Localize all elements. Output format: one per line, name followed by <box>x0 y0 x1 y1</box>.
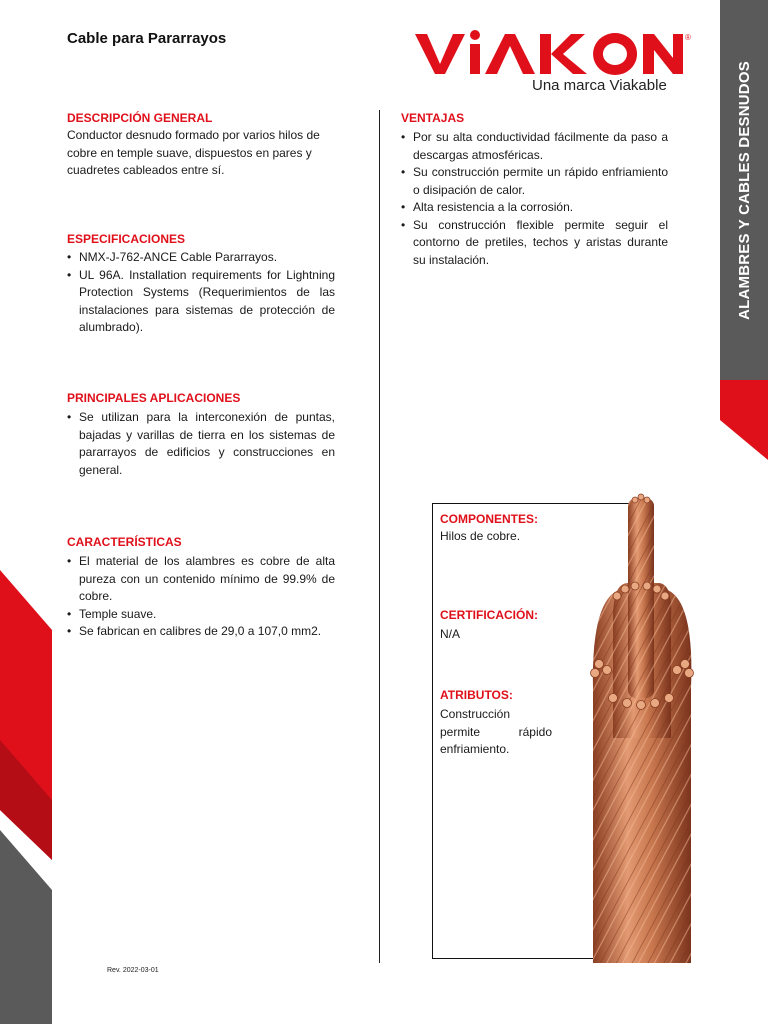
atributos-title: ATRIBUTOS: <box>440 688 513 702</box>
descripcion-text <box>67 127 335 180</box>
caracteristicas-list <box>67 553 335 641</box>
list-item: • Se fabrican en calibres de 29,0 a 107,0 mm2. <box>67 623 335 641</box>
certificacion-title: CERTIFICACIÓN: <box>440 608 538 622</box>
left-corner-decoration <box>0 560 52 1024</box>
certificacion-text: N/A <box>440 627 461 641</box>
atributos-text <box>440 706 552 759</box>
section-title-ventajas: VENTAJAS <box>401 111 465 125</box>
registered-mark: ® <box>685 33 691 42</box>
column-divider <box>379 110 380 963</box>
atributos-word: permite <box>440 724 481 739</box>
atributos-word: rápido <box>518 724 552 739</box>
descripcion-line: cuadretes cableados entre sí. <box>67 163 225 177</box>
list-item: • UL 96A. Installation requirements for Lightning Protection Systems (Requerimientos de las instalaciones para sistemas de protección de alumbrado). <box>67 267 335 337</box>
list-item: • Su construcción flexible permite seguir el contorno de pretiles, techos y aristas durante su instalación. <box>401 217 668 270</box>
page-title: Cable para Pararrayos <box>67 30 227 47</box>
list-item: • Por su alta conductividad fácilmente da paso a descargas atmosféricas. <box>401 129 668 164</box>
atributos-line <box>440 724 552 742</box>
revision-date: Rev. 2022-03-01 <box>107 967 159 974</box>
list-item: • Su construcción permite un rápido enfriamiento o disipación de calor. <box>401 164 668 199</box>
section-title-descripcion: DESCRIPCIÓN GENERAL <box>67 111 213 125</box>
list-item: • Alta resistencia a la corrosión. <box>401 199 668 217</box>
section-title-aplicaciones: PRINCIPALES APLICACIONES <box>67 391 241 405</box>
especificaciones-list <box>67 249 335 337</box>
section-title-especificaciones: ESPECIFICACIONES <box>67 232 186 246</box>
descripcion-line: Conductor desnudo formado por varios hilos de <box>67 128 320 142</box>
componentes-text: Hilos de cobre. <box>440 529 521 543</box>
componentes-title: COMPONENTES: <box>440 512 539 526</box>
atributos-line: Construcción <box>440 707 511 721</box>
list-item: • El material de los alambres es cobre de alta pureza con un contenido mínimo de 99.9% de cobre. <box>67 553 335 606</box>
ventajas-list <box>401 129 668 269</box>
list-item: • NMX-J-762-ANCE Cable Pararrayos. <box>67 249 335 267</box>
brand-tagline: Una marca Viakable <box>532 77 667 94</box>
side-band-label: ALAMBRES Y CABLES DESNUDOS <box>735 60 753 320</box>
aplicaciones-list <box>67 409 335 479</box>
section-title-caracteristicas: CARACTERÍSTICAS <box>67 535 182 549</box>
descripcion-line: cobre en temple suave, dispuestos en pares y <box>67 145 312 160</box>
list-item: • Se utilizan para la interconexión de puntas, bajadas y varillas de tierra en los sistemas de pararrayos de edificios y construcciones en general. <box>67 409 335 479</box>
atributos-line: enfriamiento. <box>440 742 510 756</box>
list-item: • Temple suave. <box>67 606 335 624</box>
copper-cable-image <box>583 488 701 963</box>
